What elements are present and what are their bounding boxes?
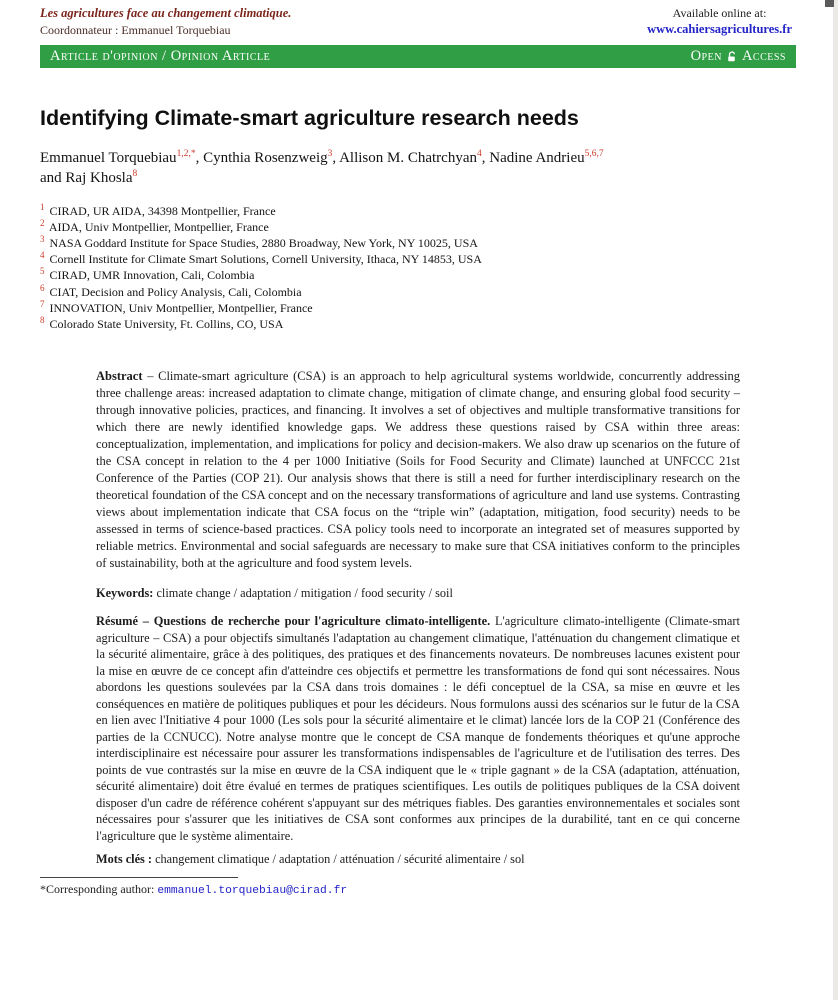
affiliation-item: $^2$ AIDA, Univ Montpellier, Montpellier, France — [40, 217, 269, 234]
open-access-open-label: Open — [690, 48, 722, 64]
abstract-section — [96, 368, 740, 867]
affiliation-item: $^6$ CIAT, Decision and Policy Analysis, Cali, Colombia — [40, 282, 302, 299]
affiliation-item: $^5$ CIRAD, UMR Innovation, Cali, Colombia — [40, 266, 255, 283]
footer — [40, 877, 796, 897]
affiliation-number: 7 — [40, 298, 45, 309]
abstract-label: Abstract — [96, 369, 143, 384]
article-type-label: Article d'opinion / Opinion Article — [50, 48, 271, 64]
series-coordinator: Coordonnateur : Emmanuel Torquebiau — [40, 23, 231, 37]
masthead — [40, 6, 796, 38]
author-affiliation-superscript: 1,2,* — [176, 149, 196, 159]
author-affiliation-superscript: 5,6,7 — [584, 149, 604, 159]
corresponding-email-link[interactable]: emmanuel.torquebiau@cirad.fr — [157, 885, 348, 898]
scan-corner-artifact — [825, 0, 834, 7]
resume-paragraph — [96, 613, 740, 844]
keywords-label: Keywords: — [96, 586, 154, 601]
affiliation-number: 8 — [40, 314, 45, 325]
affiliation-number: 1 — [40, 201, 45, 212]
author: Cynthia Rosenzweig$^3$ — [203, 149, 333, 166]
author: Emmanuel Torquebiau$^{1,2,*}$ — [40, 149, 196, 166]
scan-edge-artifact — [833, 0, 838, 1000]
author-affiliation-superscript: 3 — [327, 149, 333, 159]
mots-cles-text: changement climatique / adaptation / atténuation / sécurité alimentaire / sol — [155, 852, 525, 867]
author: Raj Khosla$^8$ — [65, 168, 138, 186]
affiliation-item: $^7$ INNOVATION, Univ Montpellier, Montpellier, France — [40, 298, 313, 315]
article-type-banner — [40, 45, 796, 68]
open-lock-icon — [726, 51, 738, 63]
resume-text: L'agriculture climato-intelligente (Climate-smart agriculture – CSA) a pour objectifs simultanés l'adaptation au changement climatique, l'atténuation du changement climatique et la sécurité alimentaire, grâce à des politiques, des pratiques et des financements novateurs. De nombreuses lacunes existent pour la mise en œuvre de ce concept afin d'atteindre ces objectifs et permettre les transformations de fond qui sont nécessaires. Nous abordons les questions soulevées par la CSA dans trois domaines : le défi conceptuel de la CSA, sa mise en œuvre et les conséquences en matière de politiques publiques et pour les décideurs. Nous formulons aussi des scénarios sur le futur de la CSA en lien avec l'Initiative 4 pour 1000 (Les sols pour la sécurité alimentaire et le climat) lancée lors de la COP 21 (Conférence des parties de la CCNUCC). Notre analyse montre que le concept de CSA manque de fondements théoriques et qu'une approche interdisciplinaire est nécessaire pour assurer les transformations indispensables de l'agriculture et de l'utilisation des terres. Des points de vue contrastés sur la mise en œuvre de la CSA indiquent que le « triple gagnant » de la CSA (adaptation, atténuation, sécurité alimentaire) doit être évalué en termes de pratiques scientifiques. Les outils de politiques publiques de la CSA doivent disposer d'un cadre de référence cohérent s'appuyant sur des métriques fiables. Des garanties environnementales et sociales sont nécessaires pour s'assurer que les initiatives de CSA sont conformes aux principes de la durabilité, tant en ce qui concerne l'agriculture que le système alimentaire. — [96, 614, 740, 843]
affiliation-list — [40, 203, 796, 333]
journal-url-link[interactable]: www.cahiersagricultures.fr — [647, 22, 792, 36]
series-block — [40, 6, 291, 38]
keywords-line — [96, 586, 740, 601]
author: Nadine Andrieu$^{5,6,7}$ — [489, 149, 604, 166]
footnote-divider — [40, 877, 238, 878]
series-title: Les agricultures face au changement climatique. — [40, 6, 292, 20]
author-list: Emmanuel Torquebiau$^{1,2,*}$, Cynthia Rosenzweig$^3$, Allison M. Chatrchyan$^4$, Nadine Andrieu$^{5,6,7}$ and Raj Khosla$^8$ — [40, 149, 604, 186]
author-affiliation-superscript: 4 — [476, 149, 482, 159]
resume-label: Résumé – Questions de recherche pour l'agriculture climato-intelligente. — [96, 614, 491, 629]
abstract-text: – Climate-smart agriculture (CSA) is an approach to help agricultural systems worldwide, concurrently addressing three challenge areas: increased adaptation to climate change, mitigation of climate change, and ensuring global food security – through innovative policies, practices, and financing. It involves a set of objectives and multiple transformative transitions for which there are newly identified knowledge gaps. We address these questions raised by CSA within three areas: conceptualization, implementation, and implications for policy and decision-makers. We also draw up scenarios on the future of the CSA concept in relation to the 4 per 1000 Initiative (Soils for Food Security and Climate) launched at UNFCCC 21st Conference of the Parties (COP 21). Our analysis shows that there is still a need for further interdisciplinary research on the theoretical foundation of the CSA concept and on the necessary transformations of agriculture and land use systems. Contrasting views about implementation indicate that CSA focus on the “triple win” (adaptation, mitigation, food security) needs to be assessed in terms of science-based practices. CSA policy tools need to incorporate an integrated set of measures supported by reliable metrics. Environmental and social safeguards are necessary to make sure that CSA initiatives conform to the principles of sustainability, both at the agriculture and food system levels. — [96, 369, 740, 571]
affiliation-item: $^4$ Cornell Institute for Climate Smart Solutions, Cornell University, Ithaca, NY 14853, USA — [40, 250, 482, 267]
affiliation-item: $^3$ NASA Goddard Institute for Space Studies, 2880 Broadway, New York, NY 10025, USA — [40, 233, 478, 250]
keywords-text: climate change / adaptation / mitigation / food security / soil — [156, 586, 453, 601]
article-title: Identifying Climate-smart agriculture research needs — [40, 106, 579, 130]
mots-cles-label: Mots clés : — [96, 852, 152, 867]
abstract-paragraph — [96, 368, 740, 572]
open-access-access-label: Access — [741, 48, 786, 64]
affiliation-number: 2 — [40, 217, 45, 228]
affiliation-number: 5 — [40, 266, 45, 277]
affiliation-item: $^1$ CIRAD, UR AIDA, 34398 Montpellier, France — [40, 201, 276, 218]
corresponding-author-note — [40, 882, 796, 897]
author-affiliation-superscript: 8 — [132, 168, 138, 179]
available-online-block — [647, 6, 796, 37]
open-access-badge — [691, 48, 786, 65]
affiliation-number: 4 — [40, 250, 45, 261]
affiliation-number: 3 — [40, 233, 45, 244]
available-online-label: Available online at: — [672, 6, 767, 20]
author: Allison M. Chatrchyan$^4$ — [339, 149, 482, 166]
affiliation-number: 6 — [40, 282, 45, 293]
affiliation-item: $^8$ Colorado State University, Ft. Collins, CO, USA — [40, 314, 284, 331]
corresponding-author-label: *Corresponding author: — [40, 882, 155, 897]
mots-cles-line — [96, 852, 740, 867]
